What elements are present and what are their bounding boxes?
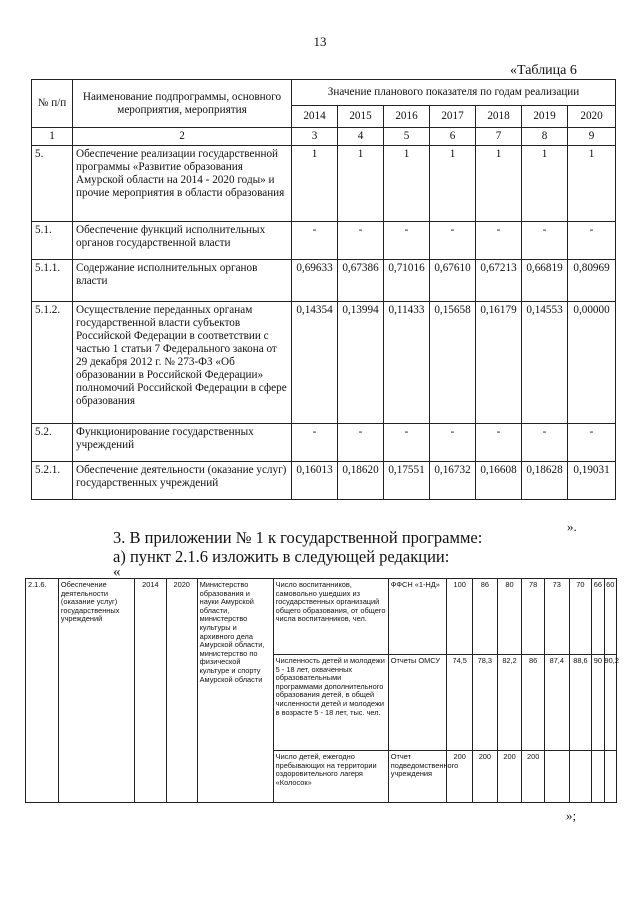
year-header: 2019 <box>522 106 568 128</box>
table-row <box>32 424 616 462</box>
column-number: 7 <box>476 128 522 146</box>
row-number: 5.2.1. <box>32 462 73 500</box>
table6-closing: ». <box>567 519 577 534</box>
indicator-value: 86 <box>473 579 498 655</box>
row-value: - <box>522 222 568 260</box>
item-end-year: 2020 <box>166 579 197 803</box>
row-value: - <box>568 424 616 462</box>
row-value: 0,16608 <box>476 462 522 500</box>
table2-closing: »; <box>566 808 577 823</box>
column-number: 4 <box>338 128 384 146</box>
row-value: 0,67386 <box>338 260 384 302</box>
section-text: 3. В приложении № 1 к государственной программе: <box>113 528 483 547</box>
row-value: 0,67213 <box>476 260 522 302</box>
table-label: «Таблица 6 <box>510 63 577 78</box>
row-value: 1 <box>430 146 476 222</box>
year-header: 2018 <box>476 106 522 128</box>
row-value: 0,14553 <box>522 302 568 424</box>
indicator-name: Число детей, ежегодно пребывающих на территории оздоровительного лагеря «Колосок» <box>273 751 388 803</box>
indicator-value <box>592 751 604 803</box>
row-value: 0,80969 <box>568 260 616 302</box>
table-row <box>32 146 616 222</box>
row-value: 0,19031 <box>568 462 616 500</box>
indicator-value <box>569 751 592 803</box>
column-number: 5 <box>384 128 430 146</box>
table-row <box>32 462 616 500</box>
indicator-source: Отчеты ОМСУ <box>388 655 447 751</box>
indicator-value: 90 <box>592 655 604 751</box>
row-value: 1 <box>568 146 616 222</box>
row-value: 0,17551 <box>384 462 430 500</box>
row-name: Обеспечение деятельности (оказание услуг) государственных учреждений <box>73 462 292 500</box>
indicator-value: 200 <box>522 751 545 803</box>
item-start-year: 2014 <box>134 579 166 803</box>
row-value: 0,00000 <box>568 302 616 424</box>
indicator-value: 70 <box>569 579 592 655</box>
row-value: - <box>568 222 616 260</box>
indicator-value: 200 <box>497 751 522 803</box>
row-value: 0,16179 <box>476 302 522 424</box>
column-number: 6 <box>430 128 476 146</box>
item-num: 2.1.6. <box>26 579 59 803</box>
indicator-value: 73 <box>544 579 569 655</box>
row-value: - <box>522 424 568 462</box>
row-number: 5.1.2. <box>32 302 73 424</box>
column-number: 9 <box>568 128 616 146</box>
open-quote: « <box>113 564 121 580</box>
row-value: 0,16732 <box>430 462 476 500</box>
row-number: 5. <box>32 146 73 222</box>
row-value: 1 <box>476 146 522 222</box>
indicator-name: Численность детей и молодежи 5 - 18 лет, охваченных образовательными программами дополнительного образования детей, в общей численности детей и молодежи в возрасте 5 - 18 лет, тыс. чел. <box>273 655 388 751</box>
indicator-value: 78 <box>522 579 545 655</box>
row-number: 5.2. <box>32 424 73 462</box>
indicator-value: 80 <box>497 579 522 655</box>
page-number: 13 <box>313 34 327 49</box>
indicator-value: 86 <box>522 655 545 751</box>
row-value: 0,66819 <box>522 260 568 302</box>
indicator-source: Отчет подведомственного учреждения <box>388 751 447 803</box>
row-value: 1 <box>522 146 568 222</box>
indicator-source: ФФСН «1-НД» <box>388 579 447 655</box>
column-number: 1 <box>32 128 73 146</box>
row-value: - <box>430 222 476 260</box>
table-6 <box>31 79 616 500</box>
row-value: 0,14354 <box>292 302 338 424</box>
indicator-value: 88,6 <box>569 655 592 751</box>
row-value: 0,15658 <box>430 302 476 424</box>
indicator-value: 66 <box>592 579 604 655</box>
table-program-item <box>25 578 617 803</box>
row-value: 1 <box>384 146 430 222</box>
row-value: 0,69633 <box>292 260 338 302</box>
item-name: Обеспечение деятельности (оказание услуг) государственных учреждений <box>58 579 134 803</box>
year-header: 2017 <box>430 106 476 128</box>
row-name: Функционирование государственных учреждений <box>73 424 292 462</box>
subsection-text: а) пункт 2.1.6 изложить в следующей редакции: <box>113 547 450 566</box>
row-value: - <box>292 424 338 462</box>
indicator-value: 78,3 <box>473 655 498 751</box>
row-value: - <box>476 424 522 462</box>
row-value: 0,18628 <box>522 462 568 500</box>
row-name: Содержание исполнительных органов власти <box>73 260 292 302</box>
year-header: 2016 <box>384 106 430 128</box>
row-name: Обеспечение реализации государственной программы «Развитие образования Амурской области на 2014 - 2020 годы» и прочие мероприятия в области образования <box>73 146 292 222</box>
row-value: 1 <box>338 146 384 222</box>
indicator-value: 82,2 <box>497 655 522 751</box>
item-executor: Министерство образования и науки Амурской области, министерство культуры и архивного дела Амурской области, министерство по физической культуре и спорту Амурской области <box>197 579 273 803</box>
indicator-value: 74,5 <box>447 655 473 751</box>
row-value: - <box>476 222 522 260</box>
table-row <box>32 222 616 260</box>
column-number: 8 <box>522 128 568 146</box>
year-header: 2020 <box>568 106 616 128</box>
indicator-value: 87,4 <box>544 655 569 751</box>
row-number: 5.1. <box>32 222 73 260</box>
row-value: 0,13994 <box>338 302 384 424</box>
indicator-value: 200 <box>473 751 498 803</box>
row-name: Обеспечение функций исполнительных органов государственной власти <box>73 222 292 260</box>
year-header: 2015 <box>338 106 384 128</box>
year-header: 2014 <box>292 106 338 128</box>
indicator-value: 60 <box>604 579 616 655</box>
row-value: - <box>384 222 430 260</box>
row-value: 1 <box>292 146 338 222</box>
header-values: Значение планового показателя по годам реализации <box>292 80 616 106</box>
row-value: 0,71016 <box>384 260 430 302</box>
row-value: 0,67610 <box>430 260 476 302</box>
row-value: - <box>338 222 384 260</box>
column-number: 2 <box>73 128 292 146</box>
indicator-value <box>544 751 569 803</box>
indicator-name: Число воспитанников, самовольно ушедших из государственных организаций общего образования, от общего числа воспитанников, чел. <box>273 579 388 655</box>
indicator-value: 90,2 <box>604 655 616 751</box>
row-value: - <box>430 424 476 462</box>
table-row <box>32 302 616 424</box>
row-value: - <box>292 222 338 260</box>
header-name: Наименование подпрограммы, основного мероприятия, мероприятия <box>73 80 292 128</box>
column-number: 3 <box>292 128 338 146</box>
row-number: 5.1.1. <box>32 260 73 302</box>
indicator-value: 100 <box>447 579 473 655</box>
row-value: 0,18620 <box>338 462 384 500</box>
indicator-value: 200 <box>447 751 473 803</box>
header-num: № п/п <box>32 80 73 128</box>
table-row <box>32 260 616 302</box>
row-value: 0,16013 <box>292 462 338 500</box>
row-value: - <box>384 424 430 462</box>
indicator-value <box>604 751 616 803</box>
row-value: - <box>338 424 384 462</box>
row-name: Осуществление переданных органам государственной власти субъектов Российской Федерации в соответствии с частью 1 статьи 7 Федерального закона от 29 декабря 2012 г. № 273-ФЗ «Об образовании в Российской Федерации» полномочий Российской Федерации в сфере образования <box>73 302 292 424</box>
row-value: 0,11433 <box>384 302 430 424</box>
